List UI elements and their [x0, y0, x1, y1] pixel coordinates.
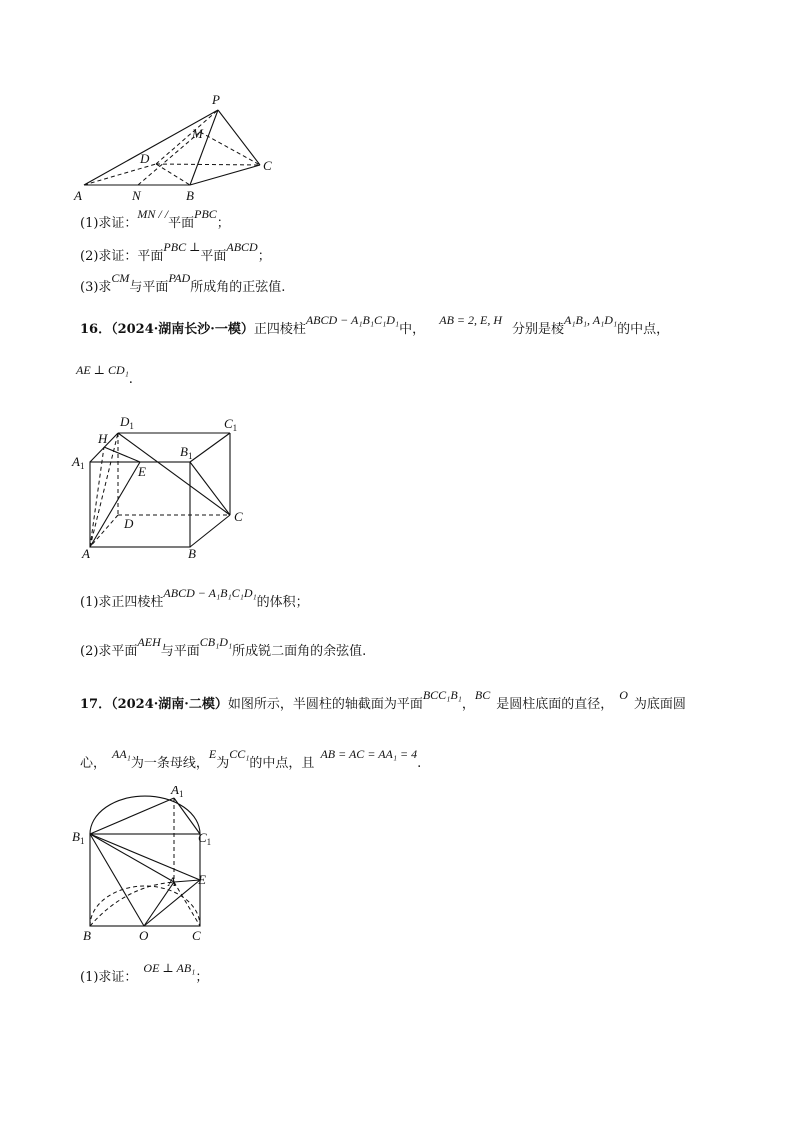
label-A: A — [82, 546, 90, 560]
label-B1: $B_1$ — [180, 444, 193, 461]
p16-statement-line-2: AE ⊥ CD₁. — [76, 363, 133, 387]
label-P: P — [212, 92, 220, 107]
label-D1: $D_1$ — [120, 414, 134, 431]
problem-source: （2024·湖南长沙·一模） — [111, 322, 254, 337]
p16-statement-line-1: 16．（2024·湖南长沙·一模）正四棱柱ABCD − A₁B₁C₁D₁中， AB = 2, E, H分别是棱A₁B₁, A₁D₁的中点， — [80, 313, 670, 337]
label-C: C — [263, 158, 272, 173]
label-H: H — [98, 431, 108, 446]
p15-question-3: (3)求CM与平面PAD所成角的正弦值. — [80, 271, 286, 295]
p16-question-1: (1)求正四棱柱ABCD − A₁B₁C₁D₁的体积； — [80, 586, 309, 610]
label-C: C — [234, 509, 243, 524]
label-O: O — [139, 928, 149, 942]
p17-statement-line-2: 心，AA₁为一条母线，E为CC₁的中点，且AB = AC = AA₁ = 4. — [80, 747, 422, 771]
p15-question-1: (1)求证：MN / /平面PBC； — [80, 207, 230, 231]
label-A1: $A_1$ — [72, 454, 85, 471]
label-B1: $B_1$ — [72, 829, 85, 846]
label-A: A — [74, 188, 82, 203]
label-E: E — [198, 872, 206, 887]
p16-question-2: (2)求平面AEH与平面CB₁D₁所成锐二面角的余弦值. — [80, 635, 367, 659]
label-N: N — [132, 188, 141, 203]
problem-number: 16． — [80, 322, 112, 337]
label-C1: $C_1$ — [198, 830, 212, 847]
figure-prism — [70, 410, 260, 560]
problem-source: （2024·湖南·二模） — [111, 697, 228, 712]
label-M: M — [192, 126, 203, 141]
p17-question-1: (1)求证：OE ⊥ AB₁； — [80, 961, 209, 985]
label-A: A — [168, 874, 176, 889]
figure-pyramid — [70, 92, 290, 204]
label-B: B — [188, 546, 196, 560]
label-D: D — [140, 151, 150, 166]
label-C1: $C_1$ — [224, 416, 238, 433]
p17-statement-line-1: 17．（2024·湖南·二模）如图所示，半圆柱的轴截面为平面BCC₁B₁，BC是圆柱底面的直径，O为底面圆 — [80, 688, 686, 712]
label-B: B — [186, 188, 194, 203]
label-C: C — [192, 928, 201, 942]
label-A1: $A_1$ — [171, 786, 184, 799]
label-D: D — [124, 516, 134, 531]
problem-number: 17． — [80, 697, 112, 712]
label-E: E — [138, 464, 146, 479]
label-B: B — [83, 928, 91, 942]
figure-half-cylinder — [70, 786, 230, 942]
p15-question-2: (2)求证：平面PBC ⊥平面ABCD； — [80, 240, 271, 264]
